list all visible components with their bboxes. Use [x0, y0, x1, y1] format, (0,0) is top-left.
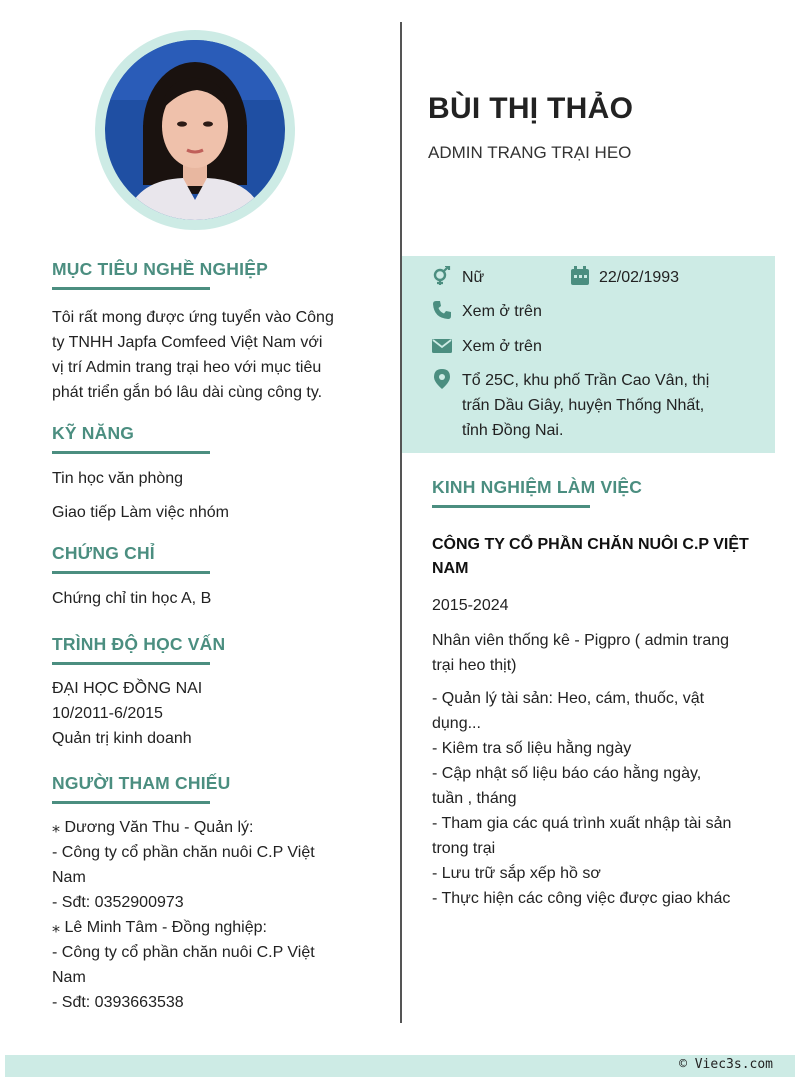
duty-line: - Cập nhật số liệu báo cáo hằng ngày,	[432, 765, 702, 782]
objective-section	[52, 259, 352, 405]
address-line: tỉnh Đồng Nai.	[462, 422, 564, 439]
reference-line: - Sđt: 0352900973	[52, 894, 184, 911]
reference-line: ⁎ Dương Văn Thu - Quản lý:	[52, 819, 254, 836]
reference-line: Nam	[52, 869, 86, 886]
section-title: MỤC TIÊU NGHỀ NGHIỆP	[52, 259, 268, 279]
duty-line: - Kiêm tra số liệu hằng ngày	[432, 740, 632, 757]
section-title: CHỨNG CHỈ	[52, 543, 155, 563]
duty-line: trong trại	[432, 840, 496, 857]
position-line: Nhân viên thống kê - Pigpro ( admin trang	[432, 632, 730, 649]
gender-value: Nữ	[462, 269, 485, 286]
education-section	[52, 634, 352, 747]
skill-item: Giao tiếp Làm việc nhóm	[52, 504, 229, 521]
gender-icon	[432, 266, 452, 286]
address-line: Tổ 25C, khu phố Trần Cao Vân, thị	[462, 372, 710, 389]
section-underline	[52, 451, 210, 454]
objective-line: vị trí Admin trang trại heo với mục tiêu	[52, 359, 322, 376]
objective-line: Tôi rất mong được ứng tuyển vào Công	[52, 309, 334, 326]
contact-panel	[402, 256, 775, 453]
column-divider	[400, 22, 402, 1023]
education-school: ĐẠI HỌC ĐỒNG NAI	[52, 680, 203, 697]
certificate-item: Chứng chỉ tin học A, B	[52, 590, 212, 607]
duty-line: - Quản lý tài sản: Heo, cám, thuốc, vật	[432, 690, 705, 707]
phone-icon	[432, 300, 452, 320]
section-underline	[432, 505, 590, 508]
section-underline	[52, 571, 210, 574]
birthday-value: 22/02/1993	[599, 269, 680, 286]
footer-bar	[5, 1055, 795, 1077]
skills-section	[52, 423, 352, 521]
section-underline	[52, 662, 210, 665]
experience-section	[432, 477, 758, 907]
reference-line: - Công ty cổ phần chăn nuôi C.P Việt	[52, 944, 315, 961]
email-icon	[432, 336, 452, 356]
duty-line: dụng...	[432, 715, 481, 732]
education-period: 10/2011-6/2015	[52, 705, 163, 722]
skill-item: Tin học văn phòng	[52, 470, 184, 487]
calendar-icon	[570, 266, 590, 286]
position-line: trại heo thịt)	[432, 657, 517, 674]
duty-line: - Lưu trữ sắp xếp hồ sơ	[432, 865, 601, 882]
reference-line: ⁎ Lê Minh Tâm - Đồng nghiệp:	[52, 919, 267, 936]
duty-line: - Tham gia các quá trình xuất nhập tài sản	[432, 815, 732, 832]
education-major: Quản trị kinh doanh	[52, 730, 192, 747]
company-name-line: CÔNG TY CỔ PHẦN CHĂN NUÔI C.P VIỆT	[432, 536, 749, 553]
reference-line: Nam	[52, 969, 86, 986]
candidate-role: ADMIN TRANG TRẠI HEO	[428, 143, 632, 162]
section-underline	[52, 801, 210, 804]
objective-line: phát triển gắn bó lâu dài cùng công ty.	[52, 384, 323, 401]
reference-line: - Công ty cổ phần chăn nuôi C.P Việt	[52, 844, 315, 861]
email-value: Xem ở trên	[462, 338, 542, 355]
duty-line: tuần , tháng	[432, 790, 517, 807]
section-title: NGƯỜI THAM CHIẾU	[52, 773, 231, 793]
reference-line: - Sđt: 0393663538	[52, 994, 184, 1011]
avatar	[105, 40, 285, 220]
section-title: TRÌNH ĐỘ HỌC VẤN	[52, 634, 226, 654]
references-section	[52, 773, 352, 1011]
section-title: KỸ NĂNG	[52, 423, 135, 443]
location-pin-icon	[433, 369, 453, 389]
candidate-name: BÙI THỊ THẢO	[428, 92, 634, 125]
objective-line: ty TNHH Japfa Comfeed Việt Nam với	[52, 334, 323, 351]
experience-period: 2015-2024	[432, 597, 509, 614]
section-title: KINH NGHIỆM LÀM VIỆC	[432, 477, 643, 497]
company-name-line: NAM	[432, 560, 469, 577]
watermark-text: © Viec3s.com	[679, 1057, 773, 1072]
address-value	[462, 368, 709, 443]
certificates-section	[52, 543, 352, 607]
phone-value: Xem ở trên	[462, 303, 542, 320]
duty-line: - Thực hiện các công việc được giao khác	[432, 890, 731, 907]
section-underline	[52, 287, 210, 290]
address-line: trấn Dầu Giây, huyện Thống Nhất,	[462, 397, 705, 414]
